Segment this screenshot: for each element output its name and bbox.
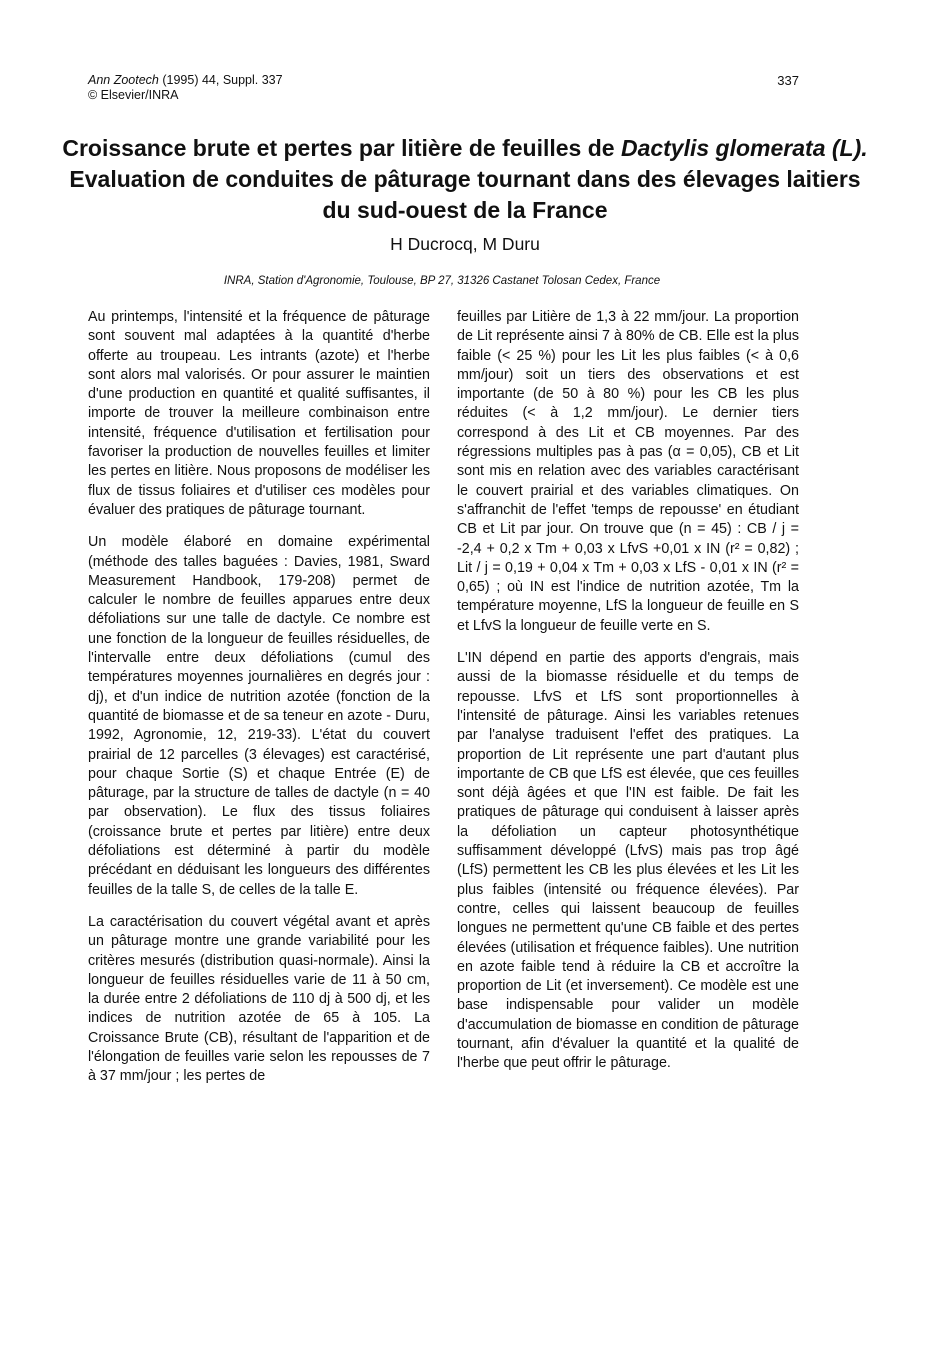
left-column	[88, 308, 430, 1100]
paragraph: L'IN dépend en partie des apports d'engrais, mais aussi de la biomasse résiduelle et du temps de repousse. LfvS et LfS sont proportionnelles à l'intensité de pâturage. Ainsi les variables retenues par l'analyse traduisent l'effet des pratiques. La proportion de Lit représente une part d'autant plus importante de CB que LfS est élevée, que ces feuilles sont déjà âgées et que l'IN est faible. De fait les pratiques de pâturage qui conduisent à laisser après la défoliation un capteur photosynthétique suffisamment développé (LfvS) mais pas trop âgé (LfS) permettent les CB les plus élevées et les Lit les plus faibles (intensité ou fréquence élevées). Par contre, celles qui laissent beaucoup de feuilles longues ne permettent qu'une CB faible et des pertes élevées (utilisation et fréquence faibles). Une nutrition en azote faible tend à réduire la CB et accroître la proportion de Lit (et inversement). Ce modèle est une base indispensable pour valider un modèle d'accumulation de biomasse en condition de pâturage tournant, afin d'évaluer la quantité et la qualité de l'herbe que peut offrir le pâturage.	[457, 650, 799, 1072]
paragraph: Au printemps, l'intensité et la fréquence de pâturage sont souvent mal adaptées à la quantité d'herbe offerte au troupeau. Les intrants (azote) et l'herbe sont alors mal valorisés. Or pour assurer le maintien d'une production en quantité et qualité suffisantes, il importe de trouver la meilleure combinaison entre intensité, fréquence d'utilisation et fertilisation pour favoriser la production de nouvelles feuilles et limiter les pertes en litière. Nous proposons de modéliser les flux de tissus foliaires et d'utiliser ces modèles pour évaluer des pratiques de pâturage tournant.	[88, 309, 430, 518]
volume-info: (1995) 44, Suppl. 337	[158, 73, 283, 87]
paragraph: Un modèle élaboré en domaine expérimental (méthode des talles baguées : Davies, 1981, Sward Measurement Handbook, 179-208) permet de calculer le nombre de feuilles apparues entre deux défoliations sur une talle de dactyle. Ce nombre est une fonction de la longueur de feuilles résiduelles, de l'intervalle entre deux défoliations (cumul des températures moyennes journalières en degrés jour : dj), et d'un indice de nutrition azotée (fonction de la quantité de biomasse et de sa teneur en azote - Duru, 1992, Agronomie, 12, 219-33). L'état du couvert prairial de 12 parcelles (3 élevages) est caractérisé, pour chaque Sortie (S) et chaque Entrée (E) de pâturage, par la structure de talles de dactyle (n = 40 par observation). Le flux des tissus foliaires (croissance brute et pertes par litière) entre deux défoliations est déterminé à partir du modèle précédant en déduisant les longueurs des différentes feuilles de la talle S, de celles de la talle E.	[88, 534, 430, 898]
journal-name: Ann Zootech	[88, 73, 159, 87]
journal-citation	[88, 73, 283, 103]
authors: H Ducrocq, M Duru	[390, 234, 540, 254]
copyright-line: © Elsevier/INRA	[88, 88, 179, 102]
citation-line	[88, 73, 283, 88]
paper-title	[60, 133, 870, 226]
title-part-2: Evaluation de conduites de pâturage tournant dans des élevages laitiers du sud-ouest de la France	[69, 166, 861, 223]
paragraph: feuilles par Litière de 1,3 à 22 mm/jour. La proportion de Lit représente ainsi 7 à 80% de CB. Elle est la plus faible (< 25 %) pour les Lit les plus faibles (< à 0,6 mm/jour) soit un tiers des observations et est importante (de 50 à 80 %) pour les CB les plus réduites (< à 1,2 mm/jour). Le dernier tiers correspond à des Lit et CB moyennes. Par des régressions multiples pas à pas (α = 0,05), CB et Lit sont mis en relation avec des variables caractérisant le couvert prairial et des variables climatiques. On s'affranchit de l'effet 'temps de repousse' en étudiant CB et Lit par jour. On trouve que (n = 45) : CB / j = -2,4 + 0,2 x Tm + 0,03 x LfvS +0,01 x IN (r² = 0,82) ; Lit / j = 0,19 + 0,04 x Tm + 0,03 x LfS - 0,01 x IN (r² = 0,65) ; où IN est l'indice de nutrition azotée, Tm la température moyenne, LfS la longueur de feuille en S et LfvS la longueur de feuille verte en S.	[457, 309, 799, 634]
title-species: Dactylis glomerata (L).	[620, 135, 868, 161]
affiliation: INRA, Station d'Agronomie, Toulouse, BP 27, 31326 Castanet Tolosan Cedex, France	[223, 275, 661, 287]
paragraph: La caractérisation du couvert végétal avant et après un pâturage montre une grande variabilité pour les critères mesurés (distribution quasi-normale). Ainsi la longueur de feuilles résiduelles varie de 11 à 50 cm, la durée entre 2 défoliations de 110 dj à 500 dj, et les indices de nutrition azotée de 65 à 105. La Croissance Brute (CB), résultant de l'apparition et de l'élongation de feuilles varie selon les repousses de 7 à 37 mm/jour ; les pertes de	[88, 913, 430, 1085]
title-part-1: Croissance brute et pertes par litière de feuilles de	[62, 135, 621, 161]
right-column	[457, 308, 799, 1087]
page-number: 337	[777, 73, 799, 88]
